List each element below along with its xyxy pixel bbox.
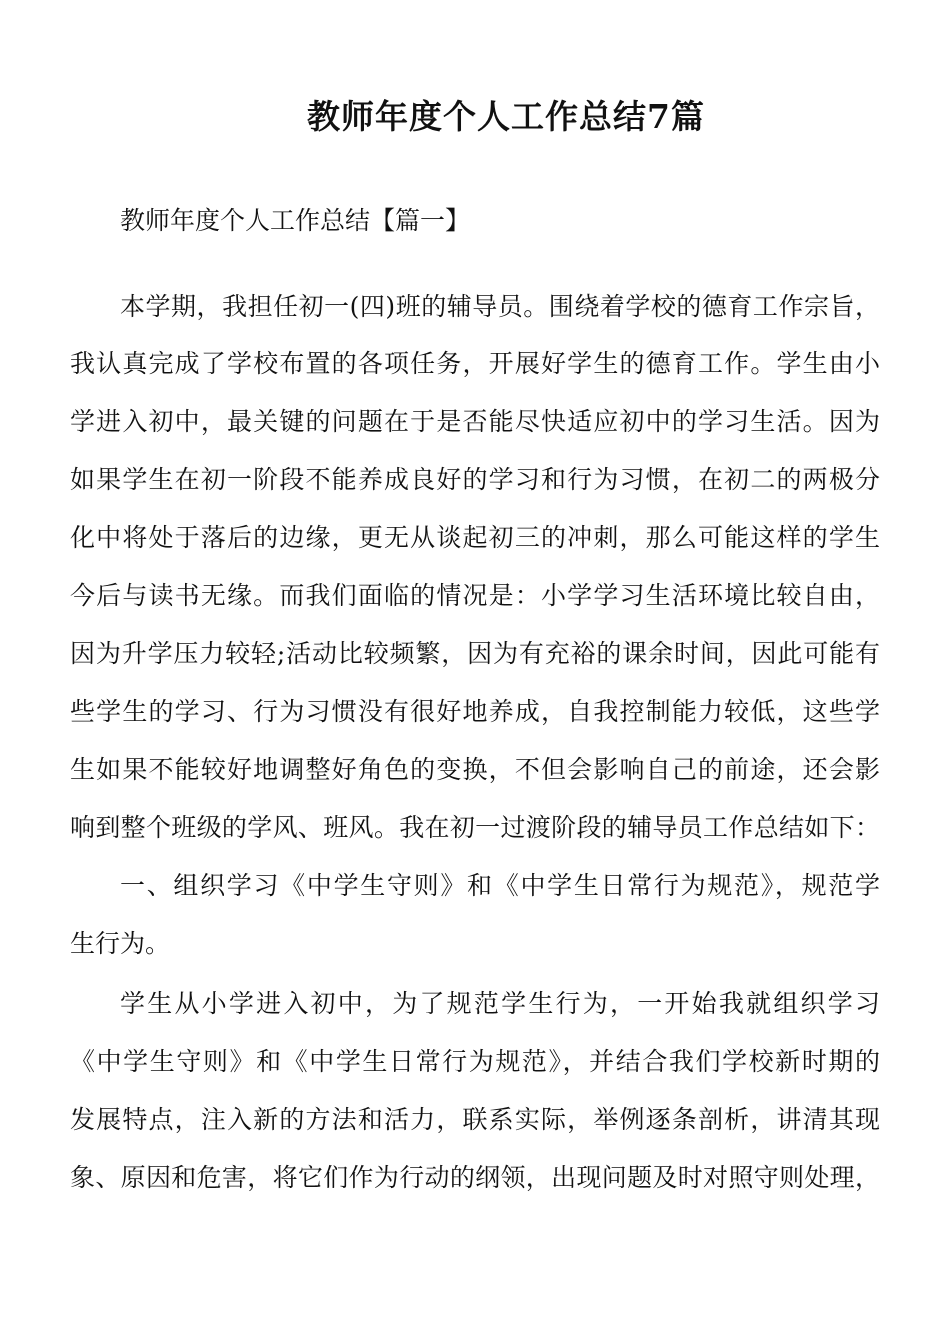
paragraph-line: 一、组织学习《中学生守则》和《中学生日常行为规范》，规范学	[120, 871, 880, 900]
paragraph-line: 发展特点，注入新的方法和活力，联系实际，举例逐条剖析，讲清其现	[70, 1105, 880, 1134]
paragraph-line: 今后与读书无缘。而我们面临的情况是：小学学习生活环境比较自由，	[70, 581, 880, 610]
paragraph-line: 化中将处于落后的边缘，更无从谈起初三的冲刺，那么可能这样的学生	[70, 523, 880, 552]
paragraph-line: 《中学生守则》和《中学生日常行为规范》，并结合我们学校新时期的	[70, 1047, 880, 1076]
section-heading: 教师年度个人工作总结【篇一】	[120, 206, 471, 235]
paragraph-line: 些学生的学习、行为习惯没有很好地养成，自我控制能力较低，这些学	[70, 697, 880, 726]
paragraph-line: 响到整个班级的学风、班风。我在初一过渡阶段的辅导员工作总结如下：	[70, 813, 880, 842]
paragraph-line: 我认真完成了学校布置的各项任务，开展好学生的德育工作。学生由小	[70, 349, 880, 378]
paragraph-line: 因为升学压力较轻;活动比较频繁，因为有充裕的课余时间，因此可能有	[70, 639, 880, 668]
paragraph-line: 生行为。	[70, 929, 171, 958]
paragraph-line: 象、原因和危害，将它们作为行动的纲领，出现问题及时对照守则处理，	[70, 1163, 880, 1192]
paragraph-line: 学进入初中，最关键的问题在于是否能尽快适应初中的学习生活。因为	[70, 407, 880, 436]
paragraph-line: 如果学生在初一阶段不能养成良好的学习和行为习惯，在初二的两极分	[70, 465, 880, 494]
paragraph-line: 生如果不能较好地调整好角色的变换，不但会影响自己的前途，还会影	[70, 755, 880, 784]
document-title: 教师年度个人工作总结7篇	[307, 97, 705, 136]
paragraph-line: 本学期，我担任初一(四)班的辅导员。围绕着学校的德育工作宗旨，	[120, 292, 880, 321]
paragraph-line: 学生从小学进入初中，为了规范学生行为，一开始我就组织学习	[120, 989, 880, 1018]
